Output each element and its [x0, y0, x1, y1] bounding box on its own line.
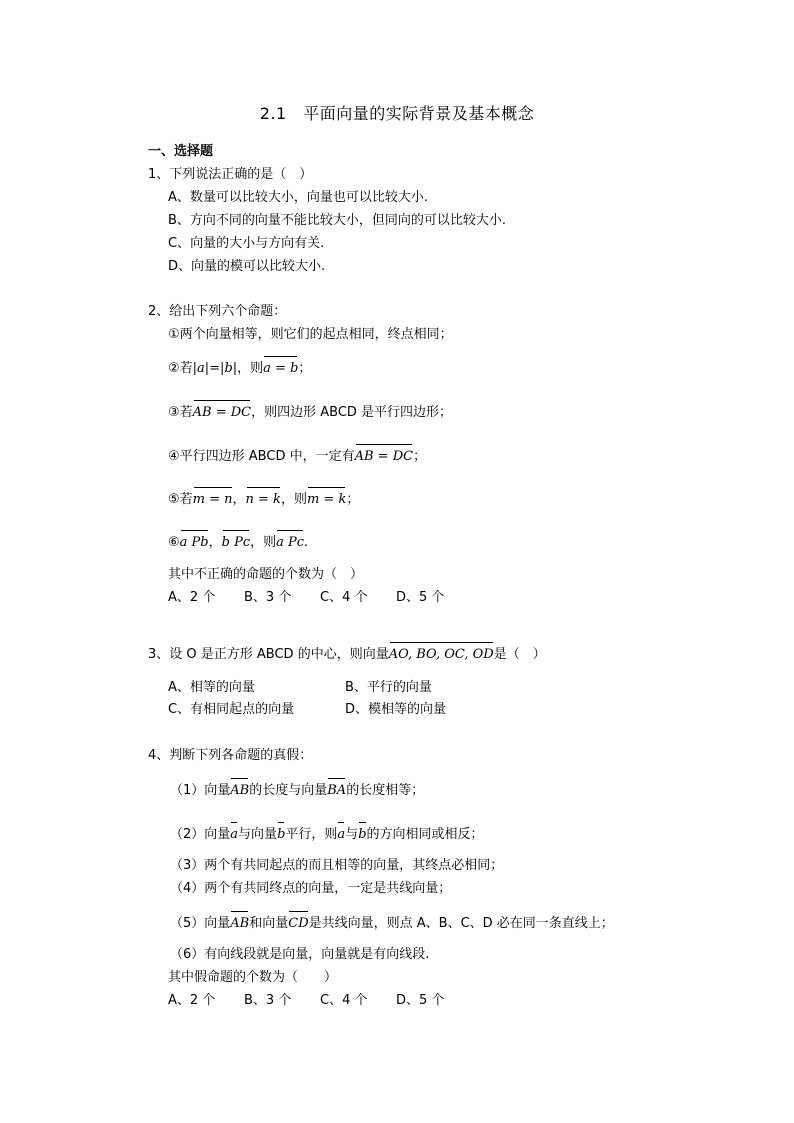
q2-option-c: C、4 个 — [320, 590, 368, 605]
formula: a — [337, 827, 346, 842]
text: （2）向量 — [170, 827, 231, 842]
formula: a Pc — [276, 535, 305, 550]
formula: a — [230, 827, 239, 842]
q4-ask: 其中假命题的个数为（ ） — [168, 970, 338, 985]
q2-proposition-6 — [168, 534, 308, 552]
formula: a Pb — [179, 535, 209, 550]
q2-stem: 2、给出下列六个命题： — [148, 304, 287, 319]
q4-statement-1 — [170, 782, 424, 800]
q4-option-a: A、2 个 — [168, 993, 216, 1008]
q2-proposition-5 — [168, 491, 359, 509]
q4-option-d: D、5 个 — [396, 993, 445, 1008]
q2-proposition-4 — [168, 448, 426, 466]
text: 平行，则 — [285, 827, 338, 842]
q4-statement-2 — [170, 826, 484, 844]
q1-stem: 1、下列说法正确的是（ ） — [148, 167, 313, 182]
q3-stem — [148, 646, 546, 664]
q2-ask: 其中不正确的命题的个数为（ ） — [168, 567, 364, 582]
q4-stem: 4、判断下列各命题的真假： — [148, 748, 313, 763]
formula: b — [277, 827, 286, 842]
text: ； — [346, 492, 360, 507]
q4-statement-4: （4）两个有共同终点的向量，一定是共线向量； — [170, 881, 452, 896]
text: 的长度相等； — [346, 783, 425, 798]
q4-statement-5 — [170, 915, 614, 933]
formula: m = n — [192, 492, 233, 507]
text: （1）向量 — [170, 783, 231, 798]
q2-option-d: D、5 个 — [396, 590, 445, 605]
text: ； — [298, 361, 312, 376]
text: 是共线向量，则点 A、B、C、D 必在同一条直线上； — [308, 916, 614, 931]
formula: AB — [230, 916, 250, 931]
formula: BA — [327, 783, 347, 798]
page-title: 2.1 平面向量的实际背景及基本概念 — [259, 104, 535, 123]
q4-option-b: B、3 个 — [244, 993, 292, 1008]
formula: m = k — [306, 492, 347, 507]
formula: n = k — [245, 492, 281, 507]
q2-proposition-2 — [168, 360, 311, 378]
text: ⑤若 — [168, 492, 193, 507]
formula: a = b — [263, 361, 299, 376]
text: ， — [232, 492, 246, 507]
q3-option-a: A、相等的向量 — [168, 680, 255, 695]
q2-proposition-3 — [168, 404, 452, 422]
q2-option-a: A、2 个 — [168, 590, 216, 605]
text: ，则 — [250, 535, 277, 550]
q4-statement-3: （3）两个有共同起点的而且相等的向量，其终点必相同； — [170, 858, 504, 873]
text: . — [304, 535, 309, 550]
text: 是（ ） — [493, 647, 546, 662]
text: ⑥ — [168, 535, 180, 550]
formula: AB = DC — [192, 405, 252, 420]
q3-option-c: C、有相同起点的向量 — [168, 702, 295, 717]
q2-option-b: B、3 个 — [244, 590, 292, 605]
q2-proposition-1: ①两个向量相等，则它们的起点相同，终点相同； — [168, 327, 453, 342]
q1-option-d: D、向量的模可以比较大小. — [168, 259, 326, 274]
text: ③若 — [168, 405, 193, 420]
text: ④平行四边形 ABCD 中，一定有 — [168, 449, 355, 464]
q1-option-c: C、向量的大小与方向有关. — [168, 236, 325, 251]
text: （5）向量 — [170, 916, 231, 931]
text: 与 — [345, 827, 359, 842]
q3-option-b: B、平行的向量 — [345, 680, 432, 695]
formula: CD — [288, 916, 309, 931]
q4-option-c: C、4 个 — [320, 993, 368, 1008]
q1-option-b: B、方向不同的向量不能比较大小，但同向的可以比较大小. — [168, 213, 507, 228]
text: 的长度与向量 — [249, 783, 328, 798]
section-heading: 一、选择题 — [148, 144, 214, 159]
text: 和向量 — [249, 916, 289, 931]
text: ； — [413, 449, 427, 464]
formula: b Pc — [221, 535, 251, 550]
formula: AB — [230, 783, 250, 798]
text: ，则 — [237, 361, 264, 376]
text: 与向量 — [238, 827, 278, 842]
formula: AO, BO, OC, OD — [388, 647, 494, 662]
formula: b — [358, 827, 367, 842]
text: ，则四边形 ABCD 是平行四边形； — [251, 405, 453, 420]
text: 3、设 O 是正方形 ABCD 的中心，则向量 — [148, 647, 389, 662]
q3-option-d: D、模相等的向量 — [345, 702, 447, 717]
formula: |a|=|b| — [192, 361, 238, 376]
formula: AB = DC — [354, 449, 414, 464]
text: 的方向相同或相反； — [366, 827, 484, 842]
text: ， — [208, 535, 222, 550]
q4-statement-6: （6）有向线段就是向量，向量就是有向线段. — [170, 947, 430, 962]
text: ②若 — [168, 361, 193, 376]
text: ，则 — [280, 492, 307, 507]
q1-option-a: A、数量可以比较大小，向量也可以比较大小. — [168, 190, 429, 205]
